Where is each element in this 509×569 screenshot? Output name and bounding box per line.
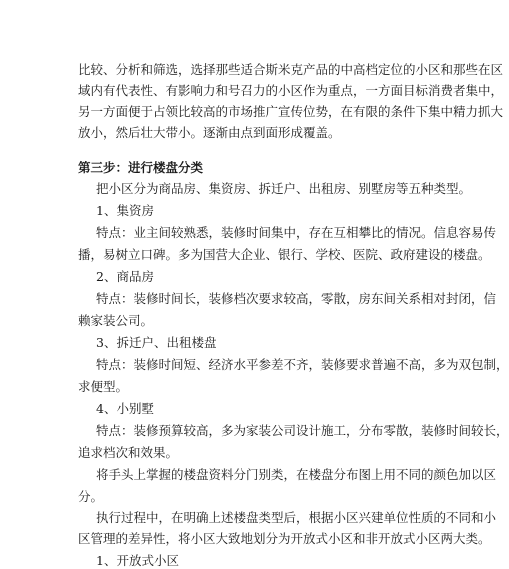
category-title: 4、小别墅 (96, 401, 154, 416)
paragraph-line: 执行过程中，在明确上述楼盘类型后，根据小区兴建单位性质的不同和小 (96, 510, 497, 525)
subsection-title: 1、开放式小区 (96, 553, 179, 568)
intro-line-3: 另一方面便于占领比较高的市场推广宣传位势，在有限的条件下集中精力抓大 (78, 104, 504, 119)
intro-line-1: 比较、分析和筛选，选择那些适合斯米克产品的中高档定位的小区和那些在区 (78, 62, 504, 77)
category-detail-line: 特点：装修时间长，装修档次要求较高，零散，房东间关系相对封闭，信 (96, 291, 497, 306)
intro-line-4: 放小，然后壮大带小。逐渐由点到面形成覆盖。 (78, 125, 341, 140)
paragraph-line: 分。 (78, 489, 104, 504)
paragraph-line: 将手头上掌握的楼盘资料分门别类，在楼盘分布图上用不同的颜色加以区 (96, 467, 497, 482)
category-detail-line: 追求档次和效果。 (78, 445, 179, 460)
category-detail-line: 特点：业主间较熟悉，装修时间集中，存在互相攀比的情况。信息容易传 (96, 225, 497, 240)
section-heading: 第三步：进行楼盘分类 (78, 160, 204, 175)
category-detail-line: 求便型。 (78, 379, 129, 394)
paragraph-line: 区管理的差异性，将小区大致地划分为开放式小区和非开放式小区两大类。 (78, 531, 491, 546)
category-title: 3、拆迁户、出租楼盘 (96, 335, 217, 350)
category-detail-line: 特点：装修时间短、经济水平参差不齐，装修要求普遍不高，多为双包制， (96, 357, 509, 372)
category-title: 1、集资房 (96, 203, 154, 218)
category-detail-line: 赖家装公司。 (78, 313, 154, 328)
category-detail-line: 播，易树立口碑。多为国营大企业、银行、学校、医院、政府建设的楼盘。 (78, 247, 491, 262)
intro-line-2: 域内有代表性、有影响力和号召力的小区作为重点，一方面目标消费者集中， (78, 83, 504, 98)
summary-line: 把小区分为商品房、集资房、拆迁户、出租房、别墅房等五种类型。 (96, 181, 472, 196)
category-detail-line: 特点：装修预算较高，多为家装公司设计施工，分布零散，装修时间较长， (96, 423, 509, 438)
category-title: 2、商品房 (96, 269, 154, 284)
